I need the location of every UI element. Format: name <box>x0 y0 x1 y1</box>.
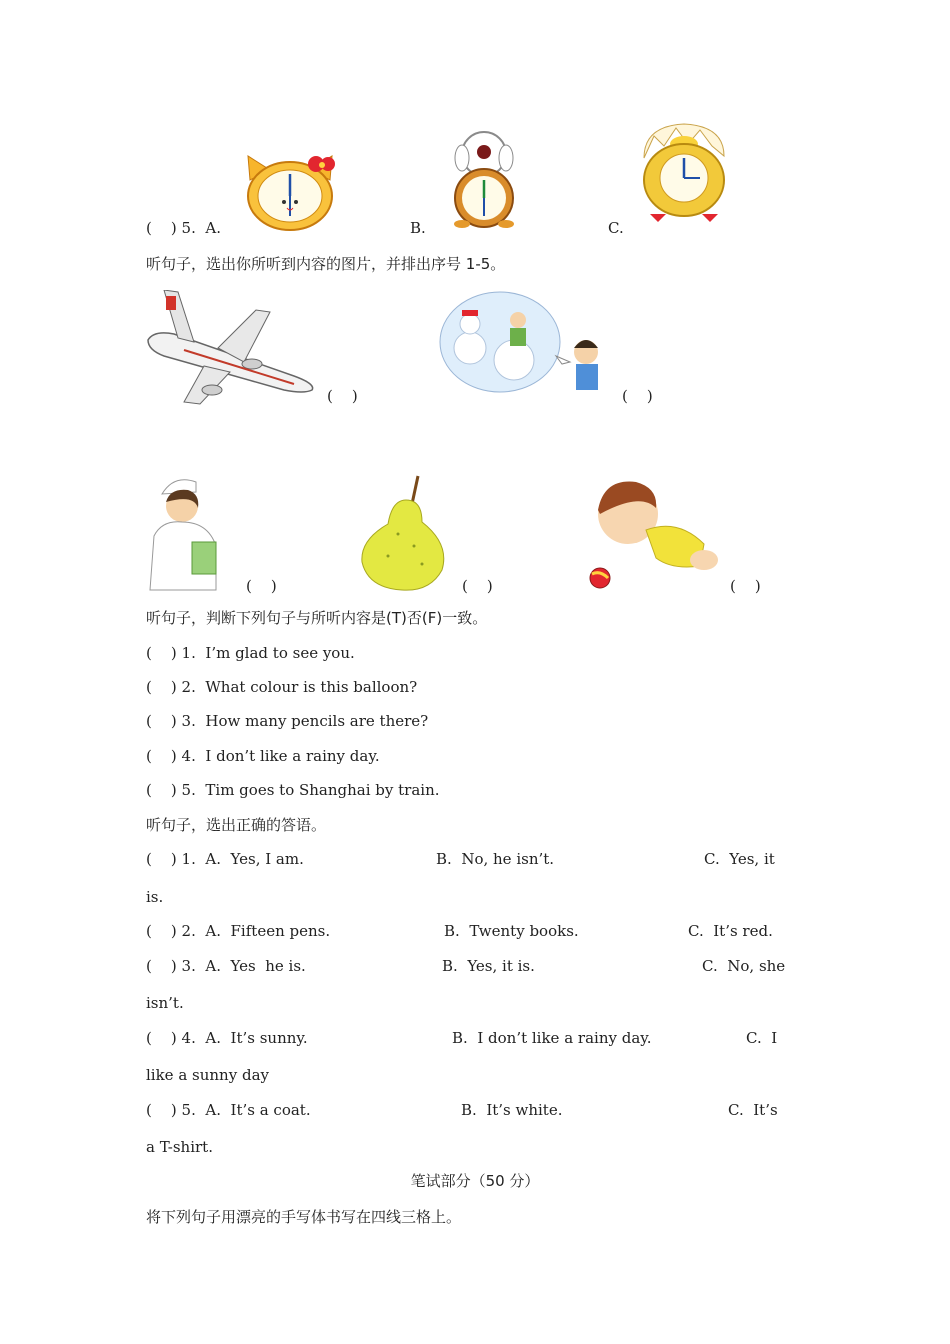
tf-item-1: ( ) 1. I’m glad to see you. <box>146 644 355 662</box>
section-tf-title: 听句子，判断下列句子与所听内容是(T)否(F)一致。 <box>146 609 488 627</box>
answer-q5-a: ( ) 5. A. It’s a coat. <box>146 1101 311 1119</box>
answer-q2-c: C. It’s red. <box>688 922 773 940</box>
tf-item-5: ( ) 5. Tim goes to Shanghai by train. <box>146 781 440 799</box>
answer-q2-a: ( ) 2. A. Fifteen pens. <box>146 922 331 940</box>
baby-picture <box>586 474 720 592</box>
answer-q5-cont: a T-shirt. <box>146 1138 213 1156</box>
blank-baby[interactable]: ( ) <box>730 577 761 595</box>
pear-picture <box>358 474 452 594</box>
answer-q4-b: B. I don’t like a rainy day. <box>452 1029 652 1047</box>
chick-clock-picture <box>640 122 728 224</box>
q5-option-c: C. <box>608 219 624 237</box>
answer-q3-a: ( ) 3. A. Yes he is. <box>146 957 306 975</box>
answer-q2-b: B. Twenty books. <box>444 922 579 940</box>
written-instruction: 将下列句子用漂亮的手写体书写在四线三格上。 <box>146 1208 462 1226</box>
blank-airplane[interactable]: ( ) <box>327 387 358 405</box>
answer-q4-cont: like a sunny day <box>146 1066 269 1084</box>
answer-q3-b: B. Yes, it is. <box>442 957 535 975</box>
answer-q1-a: ( ) 1. A. Yes, I am. <box>146 850 304 868</box>
q5-label: ( ) 5. A. <box>146 219 221 237</box>
answer-q5-c: C. It’s <box>728 1101 778 1119</box>
blank-snowman[interactable]: ( ) <box>622 387 653 405</box>
answer-q1-cont: is. <box>146 888 164 906</box>
blank-pear[interactable]: ( ) <box>462 577 493 595</box>
dog-clock-picture <box>444 128 524 230</box>
snowman-picture <box>438 290 614 406</box>
answer-q3-cont: isn’t. <box>146 994 184 1012</box>
written-heading: 笔试部分（50 分） <box>410 1172 540 1190</box>
section-answers-title: 听句子，选出正确的答语。 <box>146 816 327 834</box>
nurse-picture <box>144 472 238 592</box>
tf-item-3: ( ) 3. How many pencils are there? <box>146 712 429 730</box>
answer-q4-a: ( ) 4. A. It’s sunny. <box>146 1029 308 1047</box>
airplane-picture <box>144 290 320 406</box>
answer-q5-b: B. It’s white. <box>461 1101 563 1119</box>
tf-item-2: ( ) 2. What colour is this balloon? <box>146 678 418 696</box>
cat-clock-picture <box>244 150 336 232</box>
q5-option-b: B. <box>410 219 426 237</box>
blank-nurse[interactable]: ( ) <box>246 577 277 595</box>
answer-q3-c: C. No, she <box>702 957 786 975</box>
answer-q1-b: B. No, he isn’t. <box>436 850 555 868</box>
tf-item-4: ( ) 4. I don’t like a rainy day. <box>146 747 380 765</box>
answer-q1-c: C. Yes, it <box>704 850 775 868</box>
section-pictures-title: 听句子，选出你所听到内容的图片，并排出序号 1-5。 <box>146 255 506 273</box>
answer-q4-c: C. I <box>746 1029 778 1047</box>
